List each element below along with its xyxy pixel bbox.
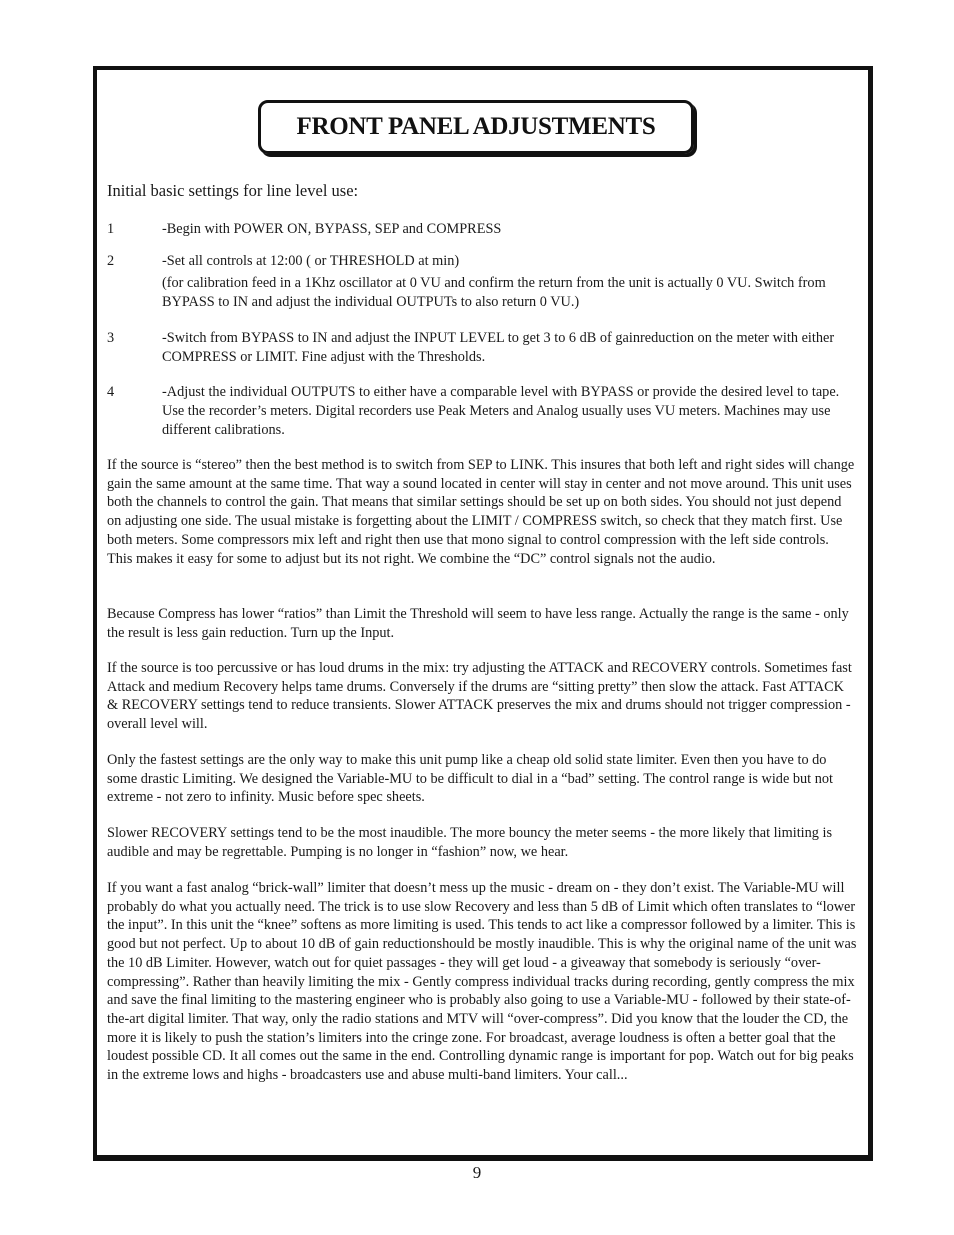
paragraph-brick-wall: If you want a fast analog “brick-wall” limiter that doesn’t mess up the music - dream on - they don’t exist. The Variable-MU will probably do what you actually need. The trick is to use slow Recovery and less than 5 dB of Limit which often translates to “lower the input”. In this unit the “knee” softens as more limiting is used. This tends to act like a compressor followed by a limiter. This is good but not perfect. Up to about 10 dB of gain reductionshould be mostly inaudible. This is why the original name of the unit was the 10 dB Limiter. However, watch out for quiet passages - they will get loud - a giveaway that somebody is seriously “over-compressing”. Rather than heavily limiting the mix - Gently compress individual tracks during recording, gently compress the mix and save the final limiting to the mastering engineer who is probably also going to use a Variable-MU - followed by their state-of-the-art digital limiter. That way, only the radio stations and MTV will “over-compress”. Did you know that the louder the CD, the more it is likely to push the station’s limiters into the cringe zone. For broadcast, average loudness is often a better goal that the loudest possible CD. It all comes out the same in the end. Controlling dynamic range is important for pop. Watch out for big peaks in the extreme lows and highs - broadcasters use and abuse multi-band limiters. Your call...	[107, 880, 857, 1084]
paragraph-slow-recovery: Slower RECOVERY settings tend to be the most inaudible. The more bouncy the meter seems - the more likely that limiting is audible and may be regrettable. Pumping is no longer in “fashion” now, we hear.	[107, 825, 833, 860]
step-text: -Switch from BYPASS to IN and adjust the INPUT LEVEL to get 3 to 6 dB of gainreduction on the meter with either COMPRESS or LIMIT. Fine adjust with the Thresholds.	[162, 330, 835, 365]
step-text: -Set all controls at 12:00 ( or THRESHOLD at min)	[162, 253, 460, 269]
step-number: 3	[107, 330, 115, 346]
page-number: 9	[472, 1163, 482, 1182]
step-number: 1	[107, 221, 115, 237]
step-number: 2	[107, 253, 115, 269]
page-title: FRONT PANEL ADJUSTMENTS	[296, 113, 656, 140]
intro-heading: Initial basic settings for line level use:	[107, 181, 359, 200]
step-subtext: (for calibration feed in a 1Khz oscillator at 0 VU and confirm the return from the unit is actually 0 VU. Switch from BYPASS to IN and adjust the individual OUTPUTs to also return 0 VU.)	[162, 275, 826, 310]
step-text: -Begin with POWER ON, BYPASS, SEP and COMPRESS	[162, 221, 502, 237]
step-number: 4	[107, 384, 115, 400]
title-box	[258, 100, 694, 154]
step-text: -Adjust the individual OUTPUTS to either have a comparable level with BYPASS or provide the desired level to tape. Use the recorder’s meters. Digital recorders use Peak Meters and Analog usually uses VU meters. Machines may use different calibrations.	[162, 384, 840, 438]
paragraph-stereo-link: If the source is “stereo” then the best method is to switch from SEP to LINK. This insures that both left and right sides will change gain the same amount at the same time. That way a sound located in center will stay in center and not move around. This unit uses both the channels to control the gain. That means that similar settings should be set up on both sides. You should not just depend on adjusting one side. The usual mistake is forgetting about the LIMIT / COMPRESS switch, so check that they match first. Use both meters. Some compressors mix left and right then use that mono signal to control compression with the left side controls. This makes it easy for some to adjust but its not right. We combine the “DC” control signals not the audio.	[107, 457, 855, 567]
paragraph-compress-ratio: Because Compress has lower “ratios” than Limit the Threshold will seem to have less range. Actually the range is the same - only the result is less gain reduction. Turn up the Input.	[107, 606, 849, 641]
paragraph-fast-settings: Only the fastest settings are the only way to make this unit pump like a cheap old solid state limiter. Even then you have to do some drastic Limiting. We designed the Variable-MU to be difficult to dial in a “bad” setting. The control range is wide but not extreme - not zero to infinity. Music before spec sheets.	[107, 752, 833, 806]
paragraph-attack-recovery: If the source is too percussive or has loud drums in the mix: try adjusting the ATTACK and RECOVERY controls. Sometimes fast Attack and medium Recovery helps tame drums. Conversely if the drums are “sitting pretty” then slow the attack. Fast ATTACK & RECOVERY settings tend to reduce transients. Slower ATTACK preserves the mix and drums should not trigger compression - overall level will.	[107, 660, 852, 733]
